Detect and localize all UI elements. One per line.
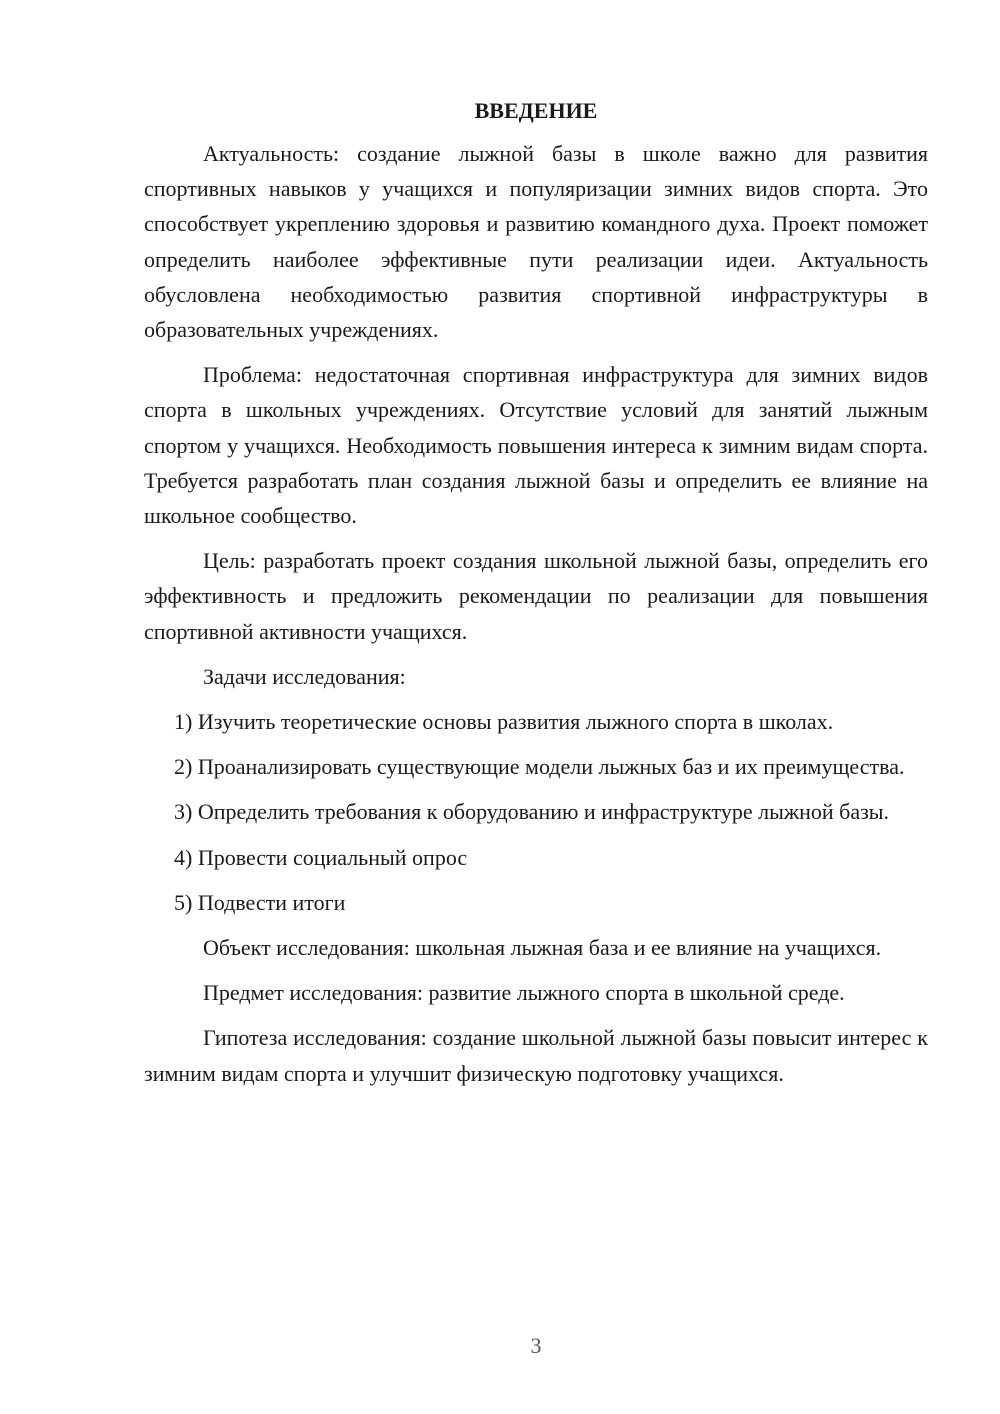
section-heading: ВВЕДЕНИЕ — [474, 98, 598, 123]
task-item-3: 3) Определить требования к оборудованию и инфраструктуре лыжной базы. — [174, 799, 890, 825]
relevance-paragraph: Актуальность: создание лыжной базы в школе важно для развития спортивных навыков у учащихся и популяризации зимних видов спорта. Это способствует укреплению здоровья и развитию командного духа. Проект поможет определить наиболее эффективные пути реализации идеи. Актуальность обусловлена необходимостью развития спортивной инфраструктуры в образовательных учреждениях. — [144, 141, 928, 343]
task-item-1: 1) Изучить теоретические основы развития лыжного спорта в школах. — [174, 709, 834, 735]
goal-paragraph: Цель: разработать проект создания школьной лыжной базы, определить его эффективность и предложить рекомендации по реализации для повышения спортивной активности учащихся. — [144, 548, 928, 644]
task-item-2: 2) Проанализировать существующие модели лыжных баз и их преимущества. — [174, 754, 905, 780]
problem-paragraph: Проблема: недостаточная спортивная инфраструктура для зимних видов спорта в школьных учреждениях. Отсутствие условий для занятий лыжным спортом у учащихся. Необходимость повышения интереса к зимним видам спорта. Требуется разработать план создания лыжной базы и определить ее влияние на школьное сообщество. — [144, 362, 928, 529]
document-page — [144, 96, 928, 1101]
task-item-4: 4) Провести социальный опрос — [174, 844, 468, 870]
subject-paragraph: Предмет исследования: развитие лыжного спорта в школьной среде. — [203, 980, 845, 1006]
hypothesis-paragraph: Гипотеза исследования: создание школьной лыжной базы повысит интерес к зимним видам спорта и улучшит физическую подготовку учащихся. — [144, 1025, 928, 1086]
object-paragraph: Объект исследования: школьная лыжная база и ее влияние на учащихся. — [203, 935, 882, 961]
page-number: 3 — [530, 1333, 542, 1358]
tasks-title: Задачи исследования: — [203, 663, 406, 689]
task-item-5: 5) Подвести итоги — [174, 889, 346, 915]
